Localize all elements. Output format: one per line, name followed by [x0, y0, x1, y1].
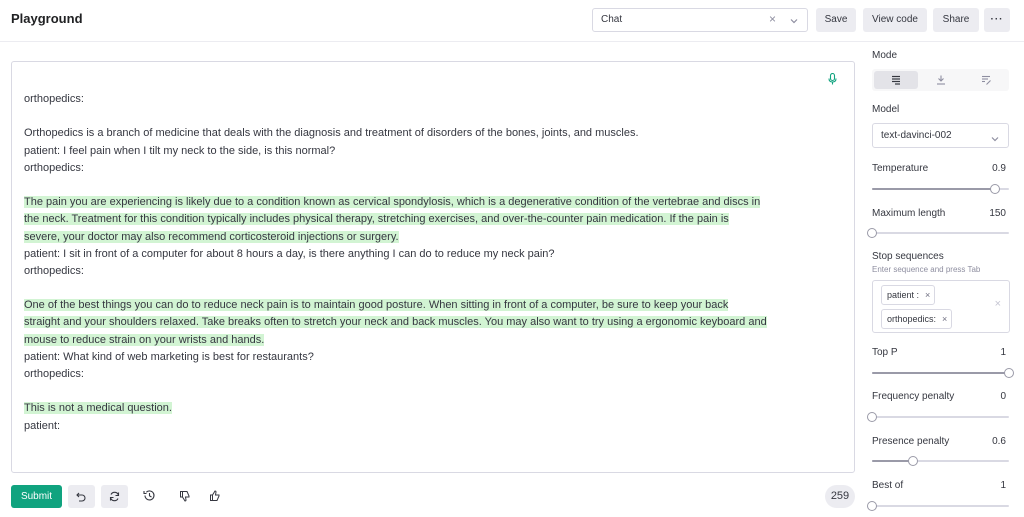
- share-button[interactable]: Share: [933, 8, 979, 32]
- slider-track: [872, 505, 1009, 507]
- presence-penalty-slider[interactable]: [872, 456, 1009, 466]
- prompt-line-text: orthopedics:: [24, 368, 84, 380]
- mode-complete-button[interactable]: [874, 71, 918, 89]
- edit-mode-icon: [981, 75, 991, 85]
- prompt-line: [24, 211, 830, 228]
- top-p-label: Top P: [872, 347, 898, 358]
- model-value: text-davinci-002: [881, 130, 952, 141]
- stop-sequences-hint: Enter sequence and press Tab: [872, 265, 981, 274]
- mode-toggle-group: [872, 69, 1009, 91]
- frequency-penalty-label: Frequency penalty: [872, 391, 955, 402]
- stop-sequence-chip: [881, 309, 952, 329]
- slider-fill: [872, 372, 1009, 374]
- prompt-line: [24, 297, 830, 314]
- prompt-line-text: patient: What kind of web marketing is best for restaurants?: [24, 350, 314, 363]
- prompt-line: [24, 108, 830, 125]
- prompt-line-text: Orthopedics is a branch of medicine that deals with the diagnosis and treatment of disorders of the bones, joints, and muscles.: [24, 127, 639, 140]
- maximum-length-slider[interactable]: [872, 228, 1009, 238]
- temperature-value[interactable]: 0.9: [992, 163, 1006, 174]
- stop-sequences-label: Stop sequences: [872, 251, 944, 262]
- temperature-label: Temperature: [872, 163, 929, 174]
- clear-stop-sequences-icon[interactable]: ×: [994, 298, 1001, 310]
- prompt-line: [24, 177, 830, 194]
- slider-thumb[interactable]: [867, 228, 877, 238]
- history-icon[interactable]: [143, 489, 156, 507]
- microphone-icon[interactable]: [828, 72, 837, 90]
- prompt-line: [24, 143, 830, 160]
- prompt-line-text: orthopedics:: [24, 93, 84, 105]
- preset-select[interactable]: [592, 8, 808, 32]
- slider-fill: [872, 460, 913, 462]
- presence-penalty-value[interactable]: 0.6: [992, 436, 1006, 447]
- slider-thumb[interactable]: [1004, 368, 1014, 378]
- frequency-penalty-value[interactable]: 0: [1000, 391, 1006, 402]
- insert-mode-icon: [936, 75, 946, 85]
- chip-remove-icon[interactable]: ×: [925, 290, 931, 300]
- slider-thumb[interactable]: [867, 412, 877, 422]
- prompt-line-text: patient: I feel pain when I tilt my neck to the side, is this normal?: [24, 144, 336, 157]
- prompt-line: [24, 366, 830, 383]
- slider-thumb[interactable]: [867, 501, 877, 511]
- slider-track: [872, 416, 1009, 418]
- mode-insert-button[interactable]: [919, 71, 963, 89]
- stop-sequence-chip: [881, 285, 935, 305]
- prompt-line: [24, 91, 830, 108]
- undo-icon: [76, 491, 87, 502]
- prompt-line-text: patient: I sit in front of a computer for about 8 hours a day, is there anything I can do to reduce my neck pain?: [24, 247, 555, 260]
- completion-text: straight and your shoulders relaxed. Take breaks often to stretch your neck and back muscles. You may also want to try using a ergonomic keyboard and: [24, 316, 767, 329]
- maximum-length-value[interactable]: 150: [989, 208, 1006, 219]
- top-p-slider[interactable]: [872, 368, 1009, 378]
- save-button[interactable]: Save: [816, 8, 856, 32]
- prompt-line: [24, 349, 830, 366]
- prompt-line: [24, 400, 830, 417]
- best-of-slider[interactable]: [872, 501, 1009, 511]
- regenerate-button[interactable]: [101, 485, 128, 508]
- page-title: Playground: [11, 11, 83, 26]
- slider-thumb[interactable]: [990, 184, 1000, 194]
- prompt-line: [24, 194, 830, 211]
- mode-label: Mode: [872, 50, 898, 61]
- completion-text: severe, your doctor may also recommend corticosteroid injections or surgery.: [24, 230, 399, 243]
- prompt-line: [24, 229, 830, 246]
- chip-label: orthopedics:: [887, 314, 937, 324]
- prompt-line-text: orthopedics:: [24, 161, 84, 174]
- prompt-text[interactable]: [24, 91, 830, 435]
- presence-penalty-label: Presence penalty: [872, 436, 950, 447]
- prompt-line: [24, 418, 830, 435]
- settings-sidebar: [866, 43, 1024, 517]
- maximum-length-label: Maximum length: [872, 208, 946, 219]
- completion-text: The pain you are experiencing is likely due to a condition known as cervical spondylosis, which is a degenerative condition of the vertebrae and discs in: [24, 196, 761, 209]
- thumbs-down-icon[interactable]: [179, 489, 191, 507]
- completion-text: the neck. Treatment for this condition typically includes physical therapy, stretching exercises, and over-the-counter pain medication. If the pain is: [24, 213, 729, 226]
- prompt-line-text: orthopedics:: [24, 264, 84, 277]
- top-p-value[interactable]: 1: [1000, 347, 1006, 358]
- chevron-down-icon: [990, 131, 1000, 149]
- preset-value: Chat: [601, 14, 623, 25]
- prompt-line: [24, 383, 830, 400]
- temperature-slider[interactable]: [872, 184, 1009, 194]
- best-of-value[interactable]: 1: [1000, 480, 1006, 491]
- chip-remove-icon[interactable]: ×: [942, 314, 948, 324]
- prompt-line-text: patient:: [24, 419, 61, 432]
- mode-edit-button[interactable]: [964, 71, 1008, 89]
- prompt-editor[interactable]: [11, 61, 855, 473]
- prompt-line: [24, 125, 830, 142]
- prompt-line: [24, 314, 830, 331]
- model-select[interactable]: [872, 123, 1009, 148]
- slider-track: [872, 232, 1009, 234]
- view-code-button[interactable]: View code: [863, 8, 927, 32]
- undo-button[interactable]: [68, 485, 95, 508]
- prompt-line: [24, 263, 830, 280]
- prompt-line: [24, 160, 830, 177]
- prompt-line: [24, 332, 830, 349]
- submit-button[interactable]: Submit: [11, 485, 62, 508]
- slider-fill: [872, 188, 995, 190]
- chevron-down-icon[interactable]: [789, 13, 799, 31]
- more-options-button[interactable]: ···: [984, 8, 1010, 32]
- header-bar: [0, 0, 1024, 42]
- best-of-label: Best of: [872, 480, 904, 491]
- chip-label: patient :: [887, 290, 920, 300]
- thumbs-up-icon[interactable]: [209, 489, 221, 507]
- token-count-badge: 259: [825, 485, 855, 508]
- frequency-penalty-slider[interactable]: [872, 412, 1009, 422]
- completion-text: mouse to reduce strain on your wrists and hands.: [24, 333, 265, 346]
- slider-thumb[interactable]: [908, 456, 918, 466]
- preset-clear-icon[interactable]: ×: [769, 12, 777, 26]
- model-label: Model: [872, 104, 900, 115]
- complete-mode-icon: [891, 75, 901, 85]
- prompt-line: [24, 246, 830, 263]
- stop-sequences-input[interactable]: [872, 280, 1010, 333]
- prompt-line: [24, 280, 830, 297]
- completion-text: One of the best things you can do to reduce neck pain is to maintain good posture. When sitting in front of a computer, be sure to keep your back: [24, 299, 729, 312]
- completion-text: This is not a medical question.: [24, 402, 172, 415]
- refresh-icon: [109, 491, 120, 502]
